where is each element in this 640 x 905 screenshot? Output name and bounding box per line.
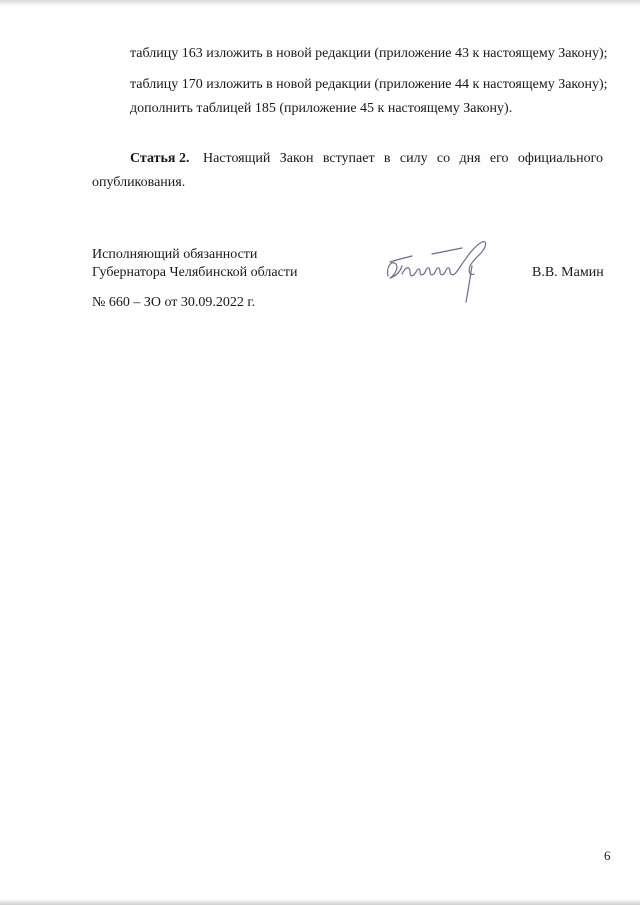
page-number: 6 xyxy=(604,848,611,863)
law-number-date: № 660 – ЗО от 30.09.2022 г. xyxy=(92,295,256,310)
article-2-first-line xyxy=(130,150,608,168)
amendment-line-2: таблицу 170 изложить в новой редакции (приложение 44 к настоящему Закону); xyxy=(130,77,608,92)
article-text-line-2: опубликования. xyxy=(92,175,186,190)
signatory-position-line-1: Исполняющий обязанности xyxy=(92,247,258,262)
amendment-line-1: таблицу 163 изложить в новой редакции (приложение 43 к настоящему Закону); xyxy=(130,46,608,61)
signatory-position-line-2: Губернатора Челябинской области xyxy=(92,265,298,280)
scan-edge-bottom xyxy=(0,899,640,905)
article-label: Статья 2. xyxy=(130,151,190,166)
scan-edge-top xyxy=(0,0,640,6)
handwritten-signature xyxy=(382,236,492,306)
article-text-line-1: Настоящий Закон вступает в силу со дня его официального xyxy=(202,151,603,166)
signatory-name: В.В. Мамин xyxy=(532,265,604,280)
amendment-line-3: дополнить таблицей 185 (приложение 45 к настоящему Закону). xyxy=(130,101,513,116)
